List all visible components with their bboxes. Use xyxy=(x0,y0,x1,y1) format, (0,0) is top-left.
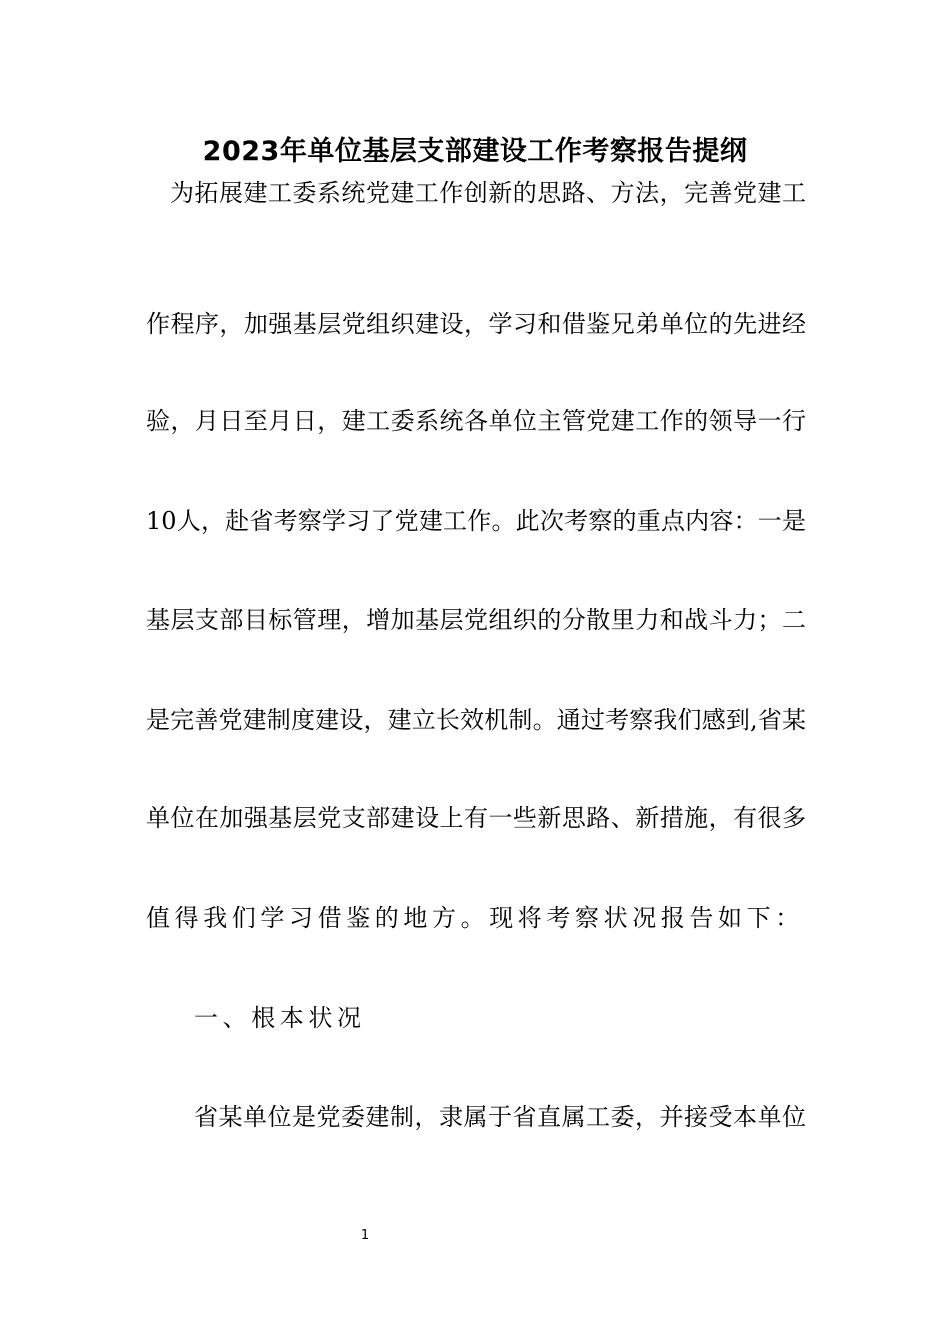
document-title: 2023年单位基层支部建设工作考察报告提纲 xyxy=(202,136,748,167)
paragraph-line: 单位在加强基层党支部建设上有一些新思路、新措施，有很多 xyxy=(146,804,806,832)
paragraph-line: 验，月日至月日，建工委系统各单位主管党建工作的领导一行 xyxy=(146,407,806,435)
paragraph-line: 10人，赴省考察学习了党建工作。此次考察的重点内容：一是 xyxy=(146,507,806,535)
section-heading: 一、根本状况 xyxy=(194,1004,366,1032)
page-number: 1 xyxy=(360,1228,370,1243)
paragraph-line: 值得我们学习借鉴的地方。现将考察状况报告如下： xyxy=(146,904,804,932)
paragraph-line: 作程序，加强基层党组织建设，学习和借鉴兄弟单位的先进经 xyxy=(146,310,806,338)
paragraph-line: 是完善党建制度建设，建立长效机制。通过考察我们感到,省某 xyxy=(146,706,806,734)
paragraph-line: 基层支部目标管理，增加基层党组织的分散里力和战斗力；二 xyxy=(146,606,806,634)
paragraph-line: 省某单位是党委建制，隶属于省直属工委，并接受本单位 xyxy=(194,1103,806,1131)
paragraph-line: 为拓展建工委系统党建工作创新的思路、方法，完善党建工 xyxy=(170,179,806,207)
